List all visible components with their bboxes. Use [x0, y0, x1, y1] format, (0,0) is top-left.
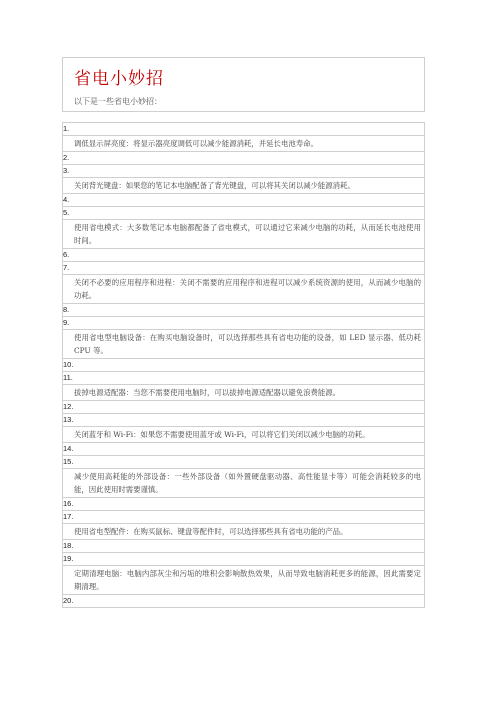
tip-number-row: [62, 207, 425, 220]
tip-text-row: [62, 220, 425, 249]
tip-number: 1.: [63, 124, 70, 133]
tip-number: 12.: [63, 402, 74, 411]
tip-number-row: [62, 595, 425, 608]
tip-number-row: [62, 414, 425, 427]
title-box: [62, 57, 425, 112]
tip-number-row: [62, 553, 425, 566]
tip-number-row: [62, 359, 425, 372]
tip-text: 减少使用高耗能的外部设备：一些外部设备（如外置硬盘驱动器、高性能显卡等）可能会消耗较多的电能，因此使用时需要谨慎。: [74, 472, 421, 494]
tip-number: 13.: [63, 415, 74, 424]
tip-text: 拔掉电源适配器：当您不需要使用电脑时，可以拔掉电源适配器以避免浪费能源。: [74, 388, 341, 397]
tip-number-row: [62, 123, 425, 136]
tip-number-row: [62, 152, 425, 165]
tip-number-row: [62, 194, 425, 207]
tip-text-row: [62, 136, 425, 152]
tip-number: 19.: [63, 554, 74, 563]
tip-number-row: [62, 540, 425, 553]
tip-text: 使用省电型电脑设备：在购买电脑设备时，可以选择那些具有省电功能的设备，如 LED 显示器、低功耗 CPU 等。: [74, 333, 421, 355]
tip-number-row: [62, 249, 425, 262]
tip-number: 20.: [63, 596, 74, 605]
tip-number: 8.: [63, 305, 70, 314]
tip-number-row: [62, 443, 425, 456]
tip-number: 18.: [63, 541, 74, 550]
tip-number-row: [62, 456, 425, 469]
tip-number-row: [62, 511, 425, 524]
tip-text-row: [62, 566, 425, 595]
tip-number: 16.: [63, 499, 74, 508]
tip-text: 定期清理电脑：电脑内部灰尘和污垢的堆积会影响散热效果，从而导致电脑消耗更多的能源，因此需要定期清理。: [74, 569, 421, 591]
tip-text-row: [62, 330, 425, 359]
tip-text-row: [62, 469, 425, 498]
tip-number: 2.: [63, 153, 70, 162]
tip-text-row: [62, 385, 425, 401]
tip-number: 6.: [63, 250, 70, 259]
document-intro: 以下是一些省电小妙招：: [74, 97, 162, 106]
tip-text-row: [62, 524, 425, 540]
tip-number: 7.: [63, 263, 70, 272]
tips-table: [62, 122, 425, 608]
tip-number: 17.: [63, 512, 74, 521]
tip-text-row: [62, 178, 425, 194]
tip-number-row: [62, 401, 425, 414]
tip-number-row: [62, 304, 425, 317]
tip-text-row: [62, 427, 425, 443]
document-title: 省电小妙招: [74, 69, 164, 89]
tip-number: 5.: [63, 208, 70, 217]
tip-text: 调低显示屏亮度：将显示器亮度调低可以减少能源消耗，并延长电池寿命。: [74, 139, 318, 148]
tip-number: 9.: [63, 318, 70, 327]
tip-number-row: [62, 262, 425, 275]
tip-text-row: [62, 275, 425, 304]
tip-text: 关闭蓝牙和 Wi-Fi：如果您不需要使用蓝牙或 Wi-Fi，可以将它们关闭以减少电脑的功耗。: [74, 430, 370, 439]
tip-number: 10.: [63, 360, 74, 369]
tip-text: 关闭不必要的应用程序和进程：关闭不需要的应用程序和进程可以减少系统资源的使用，从而减少电脑的功耗。: [74, 278, 421, 300]
tip-number-row: [62, 498, 425, 511]
tip-number-row: [62, 372, 425, 385]
tip-number: 3.: [63, 166, 70, 175]
tip-number: 4.: [63, 195, 70, 204]
tip-text: 关闭背光键盘：如果您的笔记本电脑配备了背光键盘，可以将其关闭以减少能源消耗。: [74, 181, 355, 190]
tip-number-row: [62, 317, 425, 330]
tip-text: 使用省电型配件：在购买鼠标、键盘等配件时，可以选择那些具有省电功能的产品。: [74, 527, 348, 536]
tip-number: 14.: [63, 444, 74, 453]
tip-number: 11.: [63, 373, 73, 382]
tip-number-row: [62, 165, 425, 178]
tip-text: 使用省电模式：大多数笔记本电脑都配备了省电模式，可以通过它来减少电脑的功耗，从而延长电池使用时间。: [74, 223, 421, 245]
tip-number: 15.: [63, 457, 74, 466]
